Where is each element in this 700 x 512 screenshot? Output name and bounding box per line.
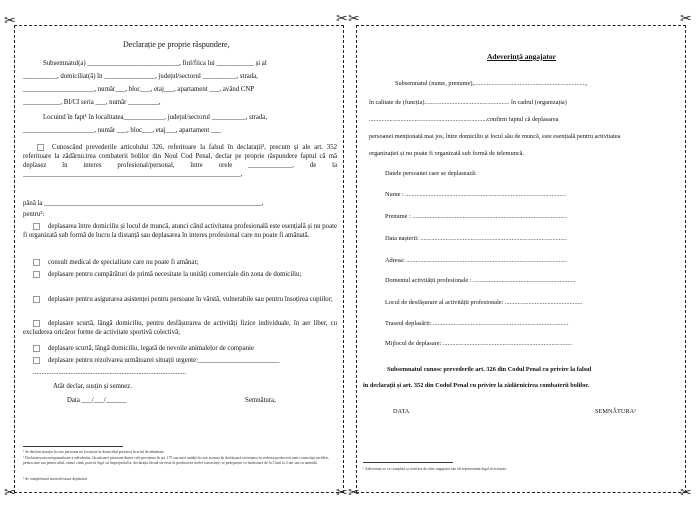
checkbox-icon[interactable] [33, 259, 40, 266]
signature-label: Semnătura, [245, 397, 276, 404]
option-label: consult medical de specialitate care nu poate fi amânat; [48, 259, 199, 266]
bold-statement: Subsemnatul cunosc prevederile art. 326 din Codul Penal cu privire la falsul [387, 366, 592, 373]
scissors-icon: ✂ [336, 485, 348, 501]
option-item [33, 344, 254, 353]
checkbox-icon[interactable] [37, 144, 44, 151]
locuind-line: Locuind în fapt¹ în localitatea____________, județul/sectorul __________, strada, [43, 114, 268, 121]
checkbox-icon[interactable] [33, 271, 40, 278]
pana-line: până la ________________________________________________________________, [23, 200, 264, 207]
locuind-line: _____________________, număr ___, bloc___, etaj___, apartament ___ [23, 127, 222, 134]
para-line: organizației și nu poate fi organizată sub formă de telemuncă. [369, 150, 525, 157]
field-locul[interactable]: Locul de desfășurare al activității profesionale: ................................................. [385, 299, 583, 306]
bold-statement: în declarații și art. 352 din Codul Penal cu privire la zădărnicirea combaterii bolilor. [363, 382, 590, 389]
option-label: deplasarea între domiciliu și locul de muncă, atunci când activitatea profesională este esențială și nu poate fi organizată sub formă de lucru la distanță sau deplasarea în interes profesional care nu poate fi amânată. [23, 223, 337, 239]
checkbox-icon[interactable] [33, 345, 40, 352]
option-label: deplasare pentru cumpărături de primă necesitate la unități comerciale din zona de domiciliu; [48, 271, 302, 278]
option-item [23, 222, 337, 240]
declaration-form [14, 25, 344, 493]
intro-line: _____________________, număr___, bloc___, etaj___, apartament ___, având CNP [23, 86, 255, 93]
data-label: DATA [393, 408, 410, 415]
field-mijlocul[interactable]: Mijlocul de deplasare: .................................................................................. [385, 340, 572, 347]
option-item [23, 295, 337, 304]
option-label: deplasare scurtă, lângă domiciliu, pentru desfășurarea de activități fizice individuale, în aer liber, cu excluderea oricăror forme de activitate sportivă colectivă; [23, 320, 337, 336]
checkbox-icon[interactable] [33, 320, 40, 327]
option-label: deplasare scurtă, lângă domiciliu, legată de nevoile animalelor de companie [48, 345, 254, 352]
field-adresa[interactable]: Adresa: ...................................................................................................... [385, 257, 567, 264]
field-traseul[interactable]: Traseul deplasării: ...................................................................................... [385, 320, 569, 327]
scissors-icon: ✂ [348, 485, 360, 501]
cunoscand-paragraph [23, 143, 337, 179]
checkbox-icon[interactable] [33, 223, 40, 230]
footnote: ¹ Se declară situația în care persoana nu locuiește la domiciliul prevăzut în actul de identitate. [23, 450, 165, 454]
para-line: ...........................................................................confirm faptul că deplasarea [369, 116, 559, 123]
option-label: deplasare pentru asigurarea asistenței pentru persoane în vârstă, vulnerabile sau pentru însoțirea copiilor; [48, 296, 333, 303]
dots-line: .......................................................................................... [33, 369, 186, 376]
scissors-icon: ✂ [4, 13, 16, 29]
option-label: deplasare pentru rezolvarea următoarei situații urgente:________________________ [48, 357, 280, 364]
para-line: în calitate de (funcția)...................................................... în cadrul (organizația) [369, 99, 567, 106]
signature-label: SEMNĂTURA¹ [595, 408, 637, 415]
intro-line: __________, domiciliat(ă) în _______________, județul/sectorul __________, strada, [23, 73, 258, 80]
scissors-icon: ✂ [4, 485, 16, 501]
field-data-nasterii[interactable]: Data nașterii: ............................................................................................. [385, 235, 567, 242]
para-line: persoanei menționată mai jos, între domiciliu și locul său de muncă, este esențială pentru activitatea [369, 133, 621, 140]
datele-label: Datele persoanei care se deplasează: [385, 170, 477, 177]
footnote: ¹ Adeverința se va completa și certifica de către angajator sau alt reprezentant legal al acestuia. [363, 467, 507, 471]
scissors-icon: ✂ [680, 485, 692, 501]
field-domeniul[interactable]: Domeniul activității profesionale : ................................................................. [385, 277, 576, 284]
declaration-title: Declarație pe proprie răspundere, [123, 40, 230, 49]
data-field: Data ___/___/______ [67, 397, 127, 404]
intro-line: ___________, BI/CI seria ___, număr _________, [23, 99, 161, 106]
cunoscand-text: Cunoscând prevederile articolului 326, referitoare la falsul în declarații², precum și ale art. 352 referitoare la zădărnicirea combaterii bolilor din Noul Cod Penal, declar pe proprie răspundere faptul că mă deplasez în interes profesional/personal, între orele _____________, de la ________________________________________________________________, [23, 144, 337, 178]
atat-declar: Atât declar, susțin și semnez. [53, 383, 133, 390]
scissors-icon: ✂ [680, 11, 692, 27]
certificate-title: Adeverință angajator [487, 52, 556, 61]
option-item [23, 319, 337, 337]
checkbox-icon[interactable] [33, 296, 40, 303]
footnote-divider [363, 462, 453, 463]
footnote: ³ Se completează motivul/cauza deplasării. [23, 477, 88, 481]
option-item [23, 270, 337, 279]
scissors-icon: ✂ [336, 11, 348, 27]
para-line: Subsemnatul (nume, prenume),......................................................................., [395, 80, 588, 87]
intro-line: Subsemnatul(a) ___________________________, fiul/fiica lui ___________ și al [43, 60, 267, 67]
pentru-label: pentru³: [23, 211, 45, 218]
field-prenume[interactable]: Prenume : .................................................................................................. [385, 213, 567, 220]
scissors-icon: ✂ [348, 11, 360, 27]
footnote: ² Declararea necorespunzătoare a adevărului, făcută unei persoane dintre cele prevăzute în art. 175 sau unei unități în care aceasta își desfășoară activitatea în vederea producerii unei consecințe juridice, pentru sine sau pentru altul, atunci când, potrivit legii ori împrejurărilor, declarația făcută servește la producerea acelei consecințe, se pedepsește cu închisoare de la 3 luni la 2 ani sau cu amendă. [23, 456, 329, 465]
field-nume[interactable]: Nume : ...................................................................................................... [385, 191, 566, 198]
footnote-divider [23, 446, 123, 447]
option-item [33, 258, 198, 267]
employer-certificate [356, 25, 686, 493]
option-item [33, 356, 279, 365]
checkbox-icon[interactable] [33, 357, 40, 364]
